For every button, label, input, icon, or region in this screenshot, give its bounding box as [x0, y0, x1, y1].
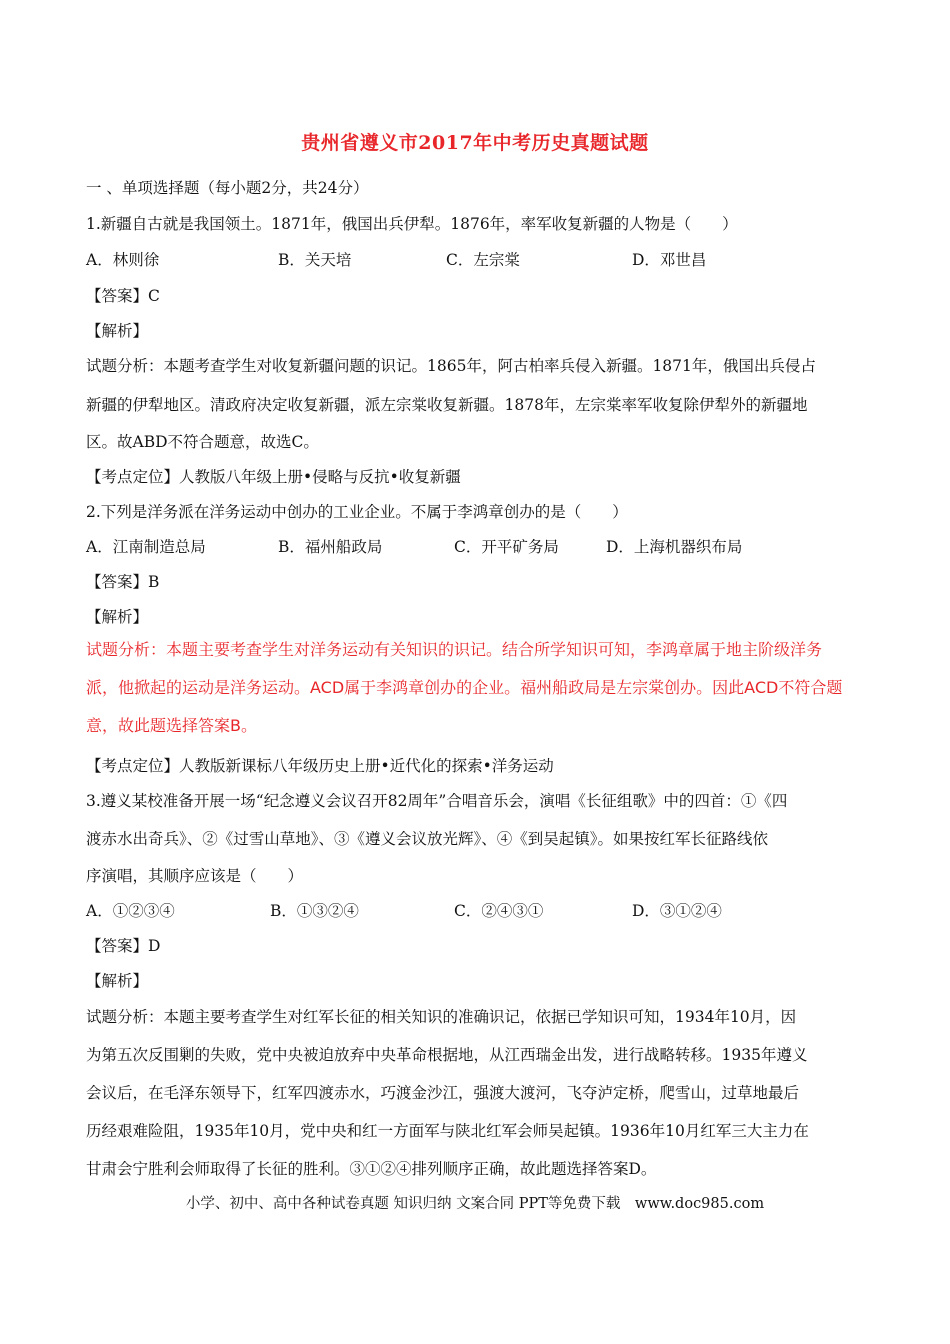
question-2-option-b: B．福州船政局 [278, 538, 383, 556]
footer-text: 小学、初中、高中各种试卷真题 知识归纳 文案合同 PPT等免费下载 www.doc985.com [185, 1196, 765, 1212]
question-3-answer: 【答案】D [86, 937, 161, 955]
question-3-analysis-line: 会议后，在毛泽东领导下，红军四渡赤水，巧渡金沙江，强渡大渡河，飞夺泸定桥，爬雪山，过草地最后 [86, 1084, 800, 1102]
question-2-option-d: D．上海机器织布局 [606, 538, 743, 556]
question-1-option-c: C．左宗棠 [446, 251, 520, 269]
question-3-option-c: C．②④③① [454, 902, 544, 920]
question-3-analysis-line: 为第五次反围剿的失败，党中央被迫放弃中央革命根据地，从江西瑞金出发，进行战略转移。1935年遵义 [86, 1046, 808, 1064]
question-2-analysis-label: 【解析】 [86, 608, 149, 626]
section-heading: 一 、单项选择题（每小题2分，共24分） [86, 179, 369, 197]
question-2-analysis-line: 派，他掀起的运动是洋务运动。ACD属于李鸿章创办的企业。福州船政局是左宗棠创办。因此ACD不符合题 [86, 678, 843, 697]
question-1-answer: 【答案】C [86, 287, 160, 305]
question-3-option-b: B．①③②④ [270, 902, 359, 920]
question-3-analysis-label: 【解析】 [86, 972, 149, 990]
question-1-analysis-line: 试题分析：本题考查学生对收复新疆问题的识记。1865年，阿古柏率兵侵入新疆。1871年，俄国出兵侵占 [86, 357, 816, 375]
question-1-option-d: D．邓世昌 [632, 251, 707, 269]
question-1-analysis-line: 新疆的伊犁地区。清政府决定收复新疆，派左宗棠收复新疆。1878年，左宗棠率军收复除伊犁外的新疆地 [86, 396, 808, 414]
question-3-analysis-line: 历经艰难险阻，1935年10月，党中央和红一方面军与陕北红军会师吴起镇。1936年10月红军三大主力在 [86, 1122, 809, 1140]
question-1-knowledge-point: 【考点定位】人教版八年级上册•侵略与反抗•收复新疆 [86, 468, 461, 486]
question-2-analysis-line: 意，故此题选择答案B。 [86, 716, 257, 735]
question-3-stem-line: 序演唱，其顺序应该是（ ） [86, 867, 304, 885]
question-1-option-b: B．关天培 [278, 251, 352, 269]
question-3-stem-line: 渡赤水出奇兵》、②《过雪山草地》、③《遵义会议放光辉》、④《到吴起镇》。如果按红军长征路线依 [86, 830, 769, 848]
question-1-analysis-label: 【解析】 [86, 322, 149, 340]
question-1-option-a: A．林则徐 [86, 251, 160, 269]
question-3-option-d: D．③①②④ [632, 902, 722, 920]
page-title: 贵州省遵义市2017年中考历史真题试题 [301, 132, 649, 154]
question-3-analysis-line: 试题分析：本题主要考查学生对红军长征的相关知识的准确识记，依据已学知识可知，1934年10月，因 [86, 1008, 797, 1026]
question-1-analysis-line: 区。故ABD不符合题意，故选C。 [86, 433, 319, 451]
question-2-option-c: C．开平矿务局 [454, 538, 559, 556]
question-2-analysis-line: 试题分析：本题主要考查学生对洋务运动有关知识的识记。结合所学知识可知，李鸿章属于地主阶级洋务 [86, 640, 823, 659]
question-3-option-a: A．①②③④ [86, 902, 175, 920]
question-2-knowledge-point: 【考点定位】人教版新课标八年级历史上册•近代化的探索•洋务运动 [86, 757, 554, 775]
question-1-stem: 1.新疆自古就是我国领土。1871年，俄国出兵伊犁。1876年，率军收复新疆的人物是（ ） [86, 215, 738, 233]
question-2-answer: 【答案】B [86, 573, 160, 591]
question-3-stem-line: 3.遵义某校准备开展一场“纪念遵义会议召开82周年”合唱音乐会，演唱《长征组歌》中的四首：①《四 [86, 792, 788, 810]
question-2-option-a: A．江南制造总局 [86, 538, 206, 556]
question-2-stem: 2.下列是洋务派在洋务运动中创办的工业企业。不属于李鸿章创办的是（ ） [86, 503, 628, 521]
question-3-analysis-line: 甘肃会宁胜利会师取得了长征的胜利。③①②④排列顺序正确，故此题选择答案D。 [86, 1160, 657, 1178]
